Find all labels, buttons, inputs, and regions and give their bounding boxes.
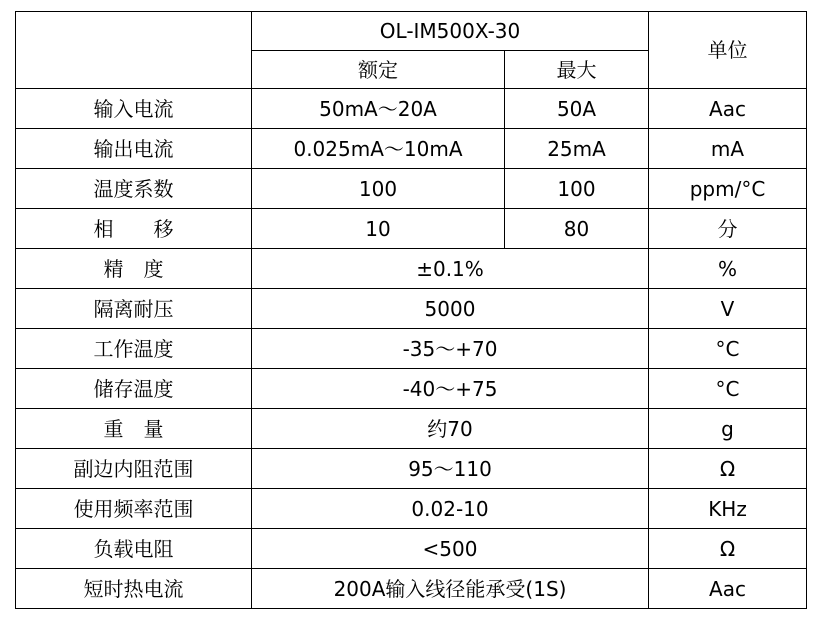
unit-cell: %	[649, 249, 807, 289]
value-cell: 5000	[252, 289, 649, 329]
header-max: 最大	[505, 51, 649, 89]
table-row	[16, 289, 807, 329]
value-cell: -40～+75	[252, 369, 649, 409]
unit-cell: KHz	[649, 489, 807, 529]
spec-table	[15, 11, 807, 609]
unit-cell: Ω	[649, 449, 807, 489]
rated-cell: 50mA～20A	[252, 89, 505, 129]
param-cell: 使用频率范围	[16, 489, 252, 529]
rated-cell: 10	[252, 209, 505, 249]
unit-cell: Aac	[649, 569, 807, 609]
unit-cell: Aac	[649, 89, 807, 129]
table-row	[16, 329, 807, 369]
table-row	[16, 489, 807, 529]
unit-cell: 分	[649, 209, 807, 249]
unit-cell: °C	[649, 369, 807, 409]
param-cell: 精 度	[16, 249, 252, 289]
value-cell: -35～+70	[252, 329, 649, 369]
header-model: OL-IM500X-30	[252, 12, 649, 51]
param-cell: 副边内阻范围	[16, 449, 252, 489]
table-row	[16, 129, 807, 169]
table-row	[16, 449, 807, 489]
unit-cell: mA	[649, 129, 807, 169]
value-cell: 约70	[252, 409, 649, 449]
value-cell: 0.02-10	[252, 489, 649, 529]
unit-cell: g	[649, 409, 807, 449]
max-cell: 100	[505, 169, 649, 209]
param-cell: 重 量	[16, 409, 252, 449]
table-row	[16, 169, 807, 209]
rated-cell: 100	[252, 169, 505, 209]
param-cell: 储存温度	[16, 369, 252, 409]
unit-cell: Ω	[649, 529, 807, 569]
unit-cell: °C	[649, 329, 807, 369]
max-cell: 80	[505, 209, 649, 249]
param-cell: 隔离耐压	[16, 289, 252, 329]
value-cell: ±0.1%	[252, 249, 649, 289]
value-cell: 200A输入线径能承受(1S)	[252, 569, 649, 609]
table-row	[16, 209, 807, 249]
value-cell: 95～110	[252, 449, 649, 489]
table-row	[16, 369, 807, 409]
max-cell: 25mA	[505, 129, 649, 169]
max-cell: 50A	[505, 89, 649, 129]
param-cell: 相 移	[16, 209, 252, 249]
unit-cell: ppm/°C	[649, 169, 807, 209]
param-cell: 负载电阻	[16, 529, 252, 569]
table-row	[16, 529, 807, 569]
header-unit: 单位	[649, 12, 807, 89]
header-row-model	[16, 12, 807, 51]
table-row	[16, 89, 807, 129]
param-cell: 输入电流	[16, 89, 252, 129]
param-cell: 工作温度	[16, 329, 252, 369]
unit-cell: V	[649, 289, 807, 329]
table-row	[16, 249, 807, 289]
rated-cell: 0.025mA～10mA	[252, 129, 505, 169]
header-corner-cell	[16, 12, 252, 89]
table-row	[16, 409, 807, 449]
param-cell: 短时热电流	[16, 569, 252, 609]
value-cell: <500	[252, 529, 649, 569]
table-row	[16, 569, 807, 609]
param-cell: 温度系数	[16, 169, 252, 209]
header-rated: 额定	[252, 51, 505, 89]
param-cell: 输出电流	[16, 129, 252, 169]
